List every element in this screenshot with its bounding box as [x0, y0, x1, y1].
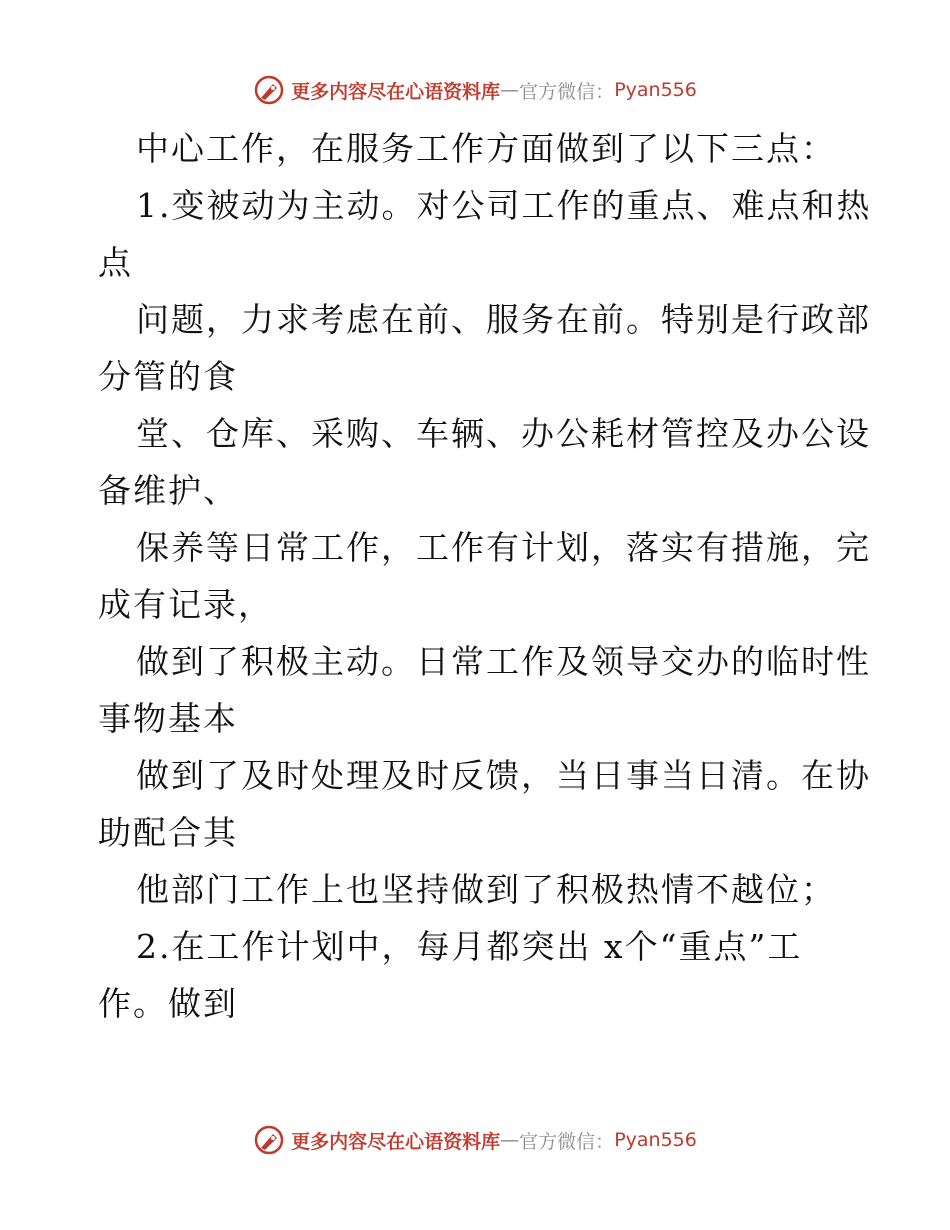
header-separator: — — [500, 79, 520, 101]
text-line: 中心工作，在服务工作方面做到了以下三点： — [136, 129, 836, 168]
header-site-name: 更多内容尽在心语资料库 — [291, 80, 501, 103]
text-line: 助配合其 — [98, 813, 238, 852]
text-line: 保养等日常工作，工作有计划，落实有措施，完 — [136, 528, 871, 567]
text-line: 做到了及时处理及时反馈，当日事当日清。在协 — [136, 756, 871, 795]
text-line: 备维护、 — [98, 471, 238, 510]
text-line: 点 — [98, 243, 133, 282]
footer-contact-id: Pyan556 — [614, 1129, 697, 1151]
text-line: 作。做到 — [98, 984, 238, 1023]
footer-banner — [0, 1120, 950, 1160]
document-body — [98, 120, 872, 1032]
text-line: 事物基本 — [98, 699, 238, 738]
text-line: 分管的食 — [98, 357, 238, 396]
text-line: 2.在工作计划中，每月都突出 x个“重点”工 — [136, 927, 803, 966]
footer-official-label: 官方微信： — [519, 1130, 615, 1153]
header-banner — [0, 70, 950, 110]
header-contact-id: Pyan556 — [614, 79, 697, 101]
footer-separator: — — [500, 1129, 520, 1151]
footer-site-name: 更多内容尽在心语资料库 — [291, 1130, 501, 1153]
header-official-label: 官方微信： — [519, 80, 615, 103]
text-line: 1.变被动为主动。对公司工作的重点、难点和热 — [136, 186, 872, 225]
text-line: 问题，力求考虑在前、服务在前。特别是行政部 — [136, 300, 871, 339]
pen-nib-logo-icon — [253, 1124, 285, 1156]
text-line: 成有记录， — [98, 585, 273, 624]
pen-nib-logo-icon — [253, 74, 285, 106]
text-line: 堂、仓库、采购、车辆、办公耗材管控及办公设 — [136, 414, 871, 453]
text-line: 做到了积极主动。日常工作及领导交办的临时性 — [136, 642, 871, 681]
text-line: 他部门工作上也坚持做到了积极热情不越位； — [136, 870, 836, 909]
